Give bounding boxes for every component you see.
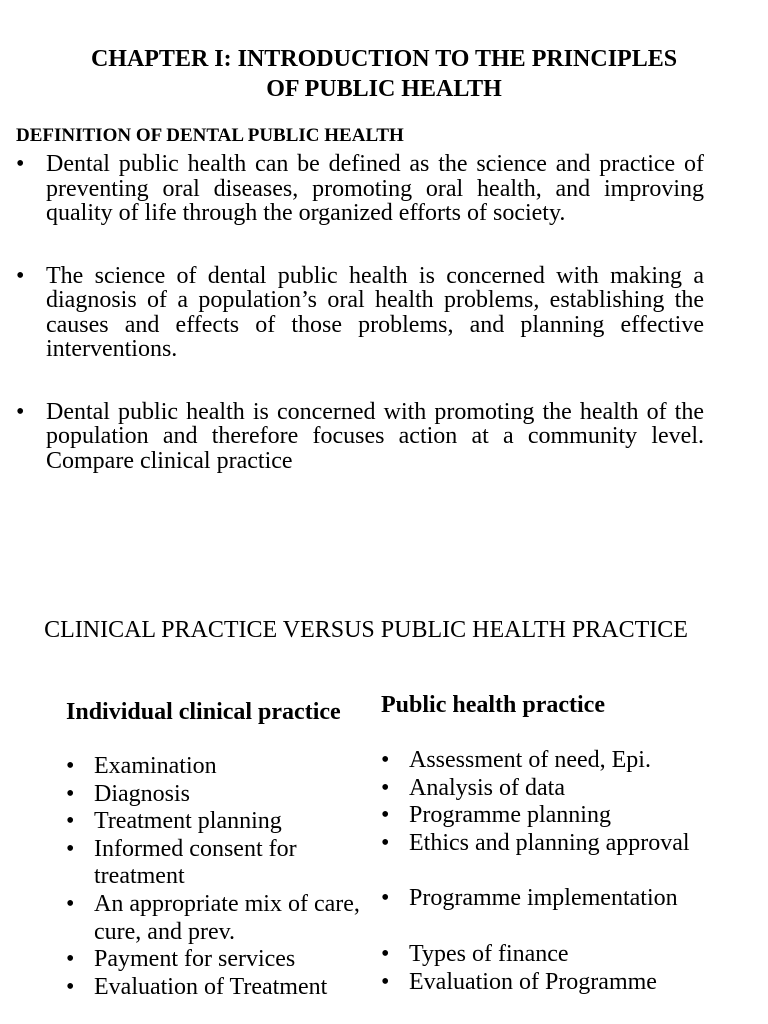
definition-text: Dental public health is concerned with promoting the health of the population and therefore focuses action at a community level. Compare clinical practice bbox=[46, 398, 704, 474]
bullet-icon: • bbox=[16, 398, 25, 425]
list-item-text: Examination bbox=[94, 753, 217, 779]
bullet-icon: • bbox=[66, 946, 75, 973]
clinical-practice-list bbox=[66, 753, 366, 1001]
list-item-text: Evaluation of Treatment bbox=[94, 973, 328, 1000]
bullet-icon: • bbox=[66, 780, 75, 807]
list-item bbox=[66, 753, 366, 781]
public-health-practice-heading: Public health practice bbox=[381, 692, 605, 718]
list-item bbox=[381, 830, 721, 858]
definition-item bbox=[16, 264, 704, 362]
list-item bbox=[66, 781, 366, 809]
bullet-icon: • bbox=[66, 890, 75, 917]
list-item bbox=[381, 969, 721, 997]
list-item-text: Payment for services bbox=[94, 946, 296, 973]
list-item bbox=[66, 891, 366, 946]
definition-heading: DEFINITION OF DENTAL PUBLIC HEALTH bbox=[16, 125, 404, 146]
list-item bbox=[381, 775, 721, 803]
list-item-text: Ethics and planning approval bbox=[409, 829, 690, 856]
bullet-icon: • bbox=[66, 753, 75, 779]
list-item bbox=[66, 808, 366, 836]
list-item bbox=[66, 974, 366, 1002]
list-item bbox=[381, 802, 721, 830]
list-item-text: Assessment of need, Epi. bbox=[409, 747, 651, 773]
definition-item bbox=[16, 400, 704, 474]
bullet-icon: • bbox=[16, 262, 25, 289]
list-item bbox=[381, 941, 721, 969]
definition-text: The science of dental public health is concerned with making a diagnosis of a population’s oral health problems, establishing the causes and effects of those problems, and planning effective interventions. bbox=[46, 262, 704, 362]
bullet-icon: • bbox=[381, 940, 390, 967]
list-item-text: Types of finance bbox=[409, 940, 569, 967]
bullet-icon: • bbox=[16, 151, 25, 177]
list-item-text: Informed consent for treatment bbox=[94, 835, 297, 890]
definition-item bbox=[16, 152, 704, 226]
list-item-text: An appropriate mix of care, cure, and prev. bbox=[94, 890, 360, 945]
list-item-text: Programme planning bbox=[409, 802, 611, 829]
list-item bbox=[66, 946, 366, 974]
list-item-text: Treatment planning bbox=[94, 808, 282, 835]
list-item bbox=[381, 747, 721, 775]
chapter-title bbox=[0, 44, 768, 104]
comparison-heading: CLINICAL PRACTICE VERSUS PUBLIC HEALTH PRACTICE bbox=[44, 617, 688, 643]
list-item-text: Evaluation of Programme bbox=[409, 968, 657, 995]
clinical-practice-heading: Individual clinical practice bbox=[66, 699, 341, 725]
bullet-icon: • bbox=[381, 968, 390, 995]
bullet-icon: • bbox=[381, 885, 390, 912]
list-item-text: Programme implementation bbox=[409, 885, 678, 912]
list-item-text: Diagnosis bbox=[94, 780, 190, 807]
public-health-practice-list bbox=[381, 747, 721, 996]
list-item-text: Analysis of data bbox=[409, 774, 565, 801]
bullet-icon: • bbox=[381, 802, 390, 829]
bullet-icon: • bbox=[66, 808, 75, 835]
list-item bbox=[66, 836, 366, 891]
bullet-icon: • bbox=[381, 747, 390, 773]
bullet-icon: • bbox=[381, 774, 390, 801]
chapter-title-line-2: OF PUBLIC HEALTH bbox=[266, 76, 502, 102]
bullet-icon: • bbox=[66, 835, 75, 862]
chapter-title-line-1: CHAPTER I: INTRODUCTION TO THE PRINCIPLES bbox=[90, 46, 678, 72]
bullet-icon: • bbox=[66, 973, 75, 1000]
bullet-icon: • bbox=[381, 829, 390, 856]
definition-text: Dental public health can be defined as the science and practice of preventing oral diseases, promoting oral health, and improving quality of life through the organized efforts of society. bbox=[46, 151, 704, 226]
list-item bbox=[381, 885, 721, 913]
definition-list bbox=[16, 152, 704, 473]
